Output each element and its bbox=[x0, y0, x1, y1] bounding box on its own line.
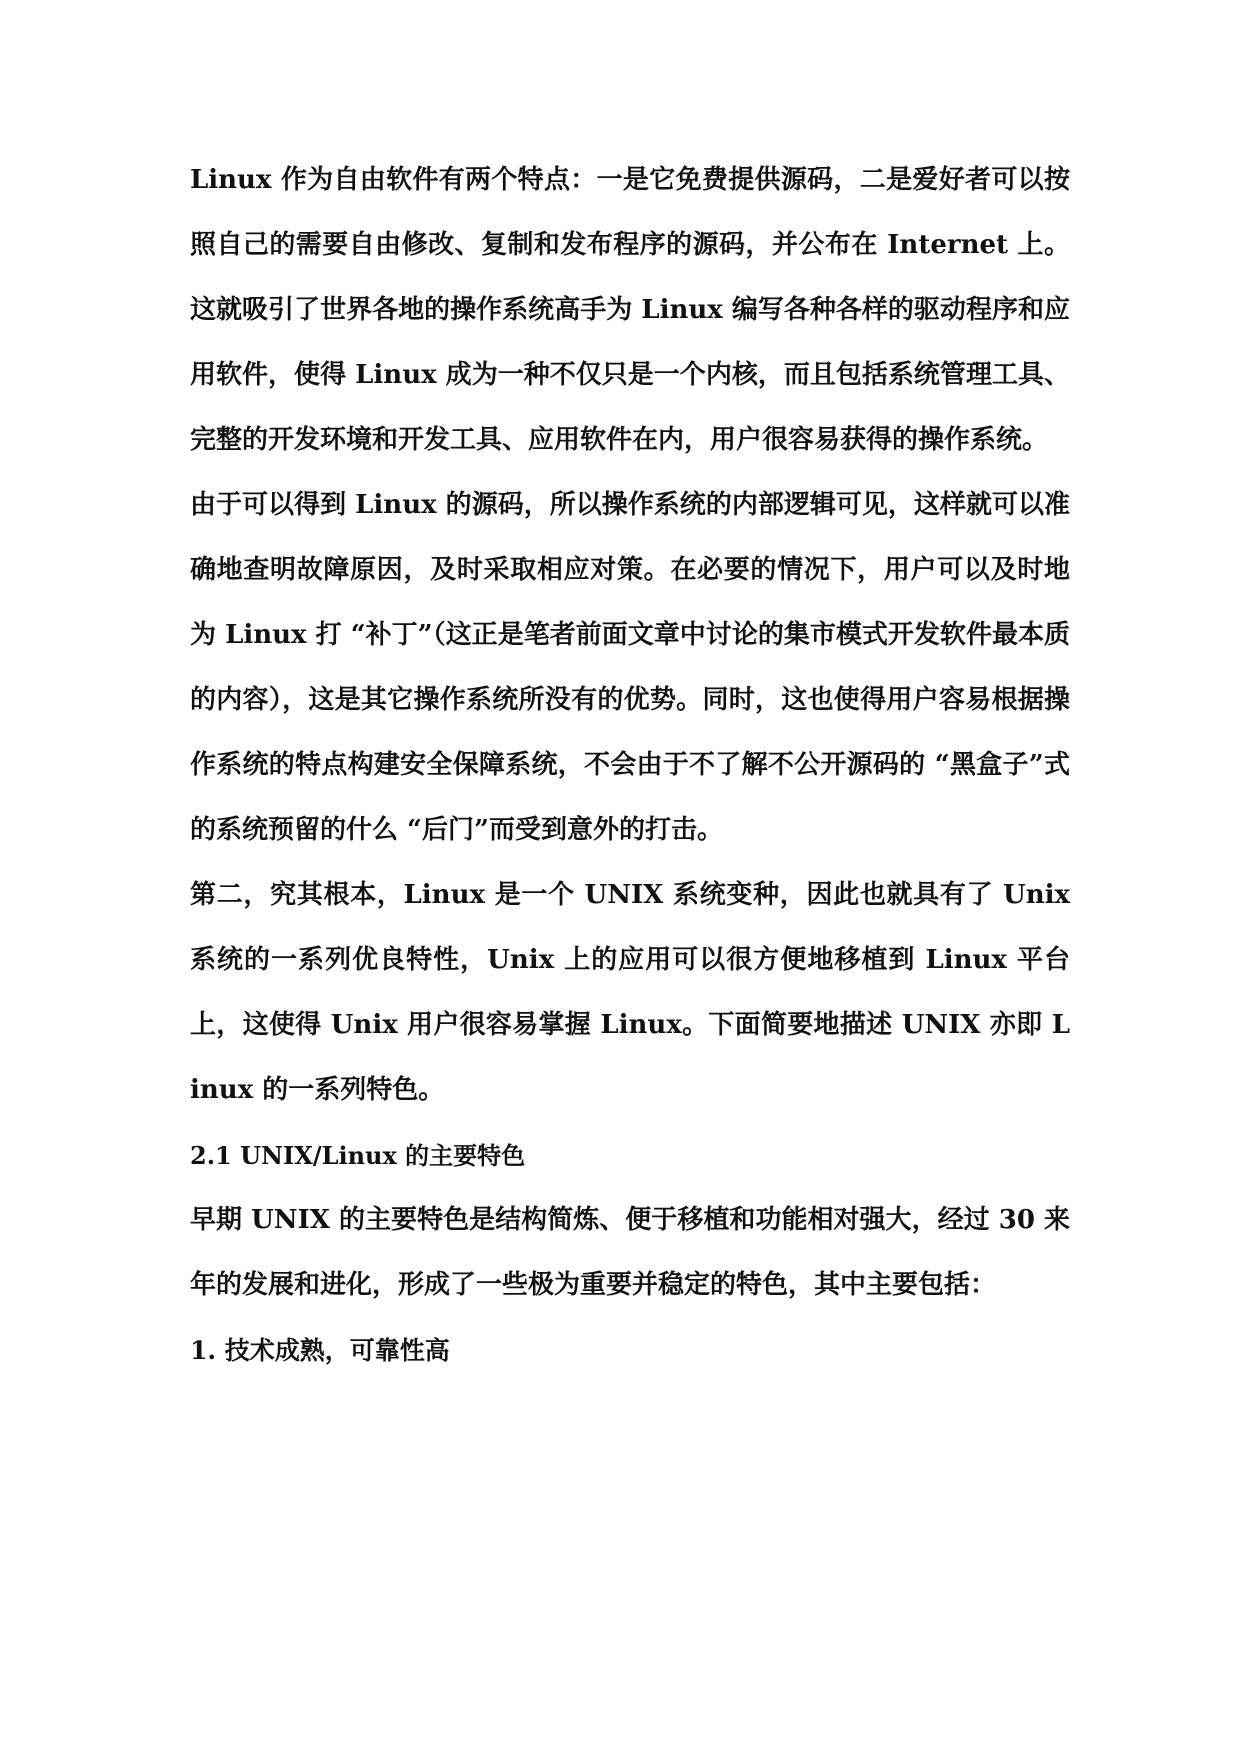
document-body bbox=[190, 148, 1070, 1383]
list-item-1: 1. 技术成熟，可靠性高 bbox=[190, 1336, 450, 1365]
paragraph-linux-source-code: 由于可以得到 Linux 的源码，所以操作系统的内部逻辑可见，这样就可以准确地查明故障原因，及时采取相应对策。在必要的情况下，用户可以及时地为 Linux 打 “补丁”（这正是笔者前面文章中讨论的集市模式开发软件最本质的内容），这是其它操作系统所没有的优势。同时，这也使得用户容易根据操作系统的特点构建安全保障系统，不会由于不了解不公开源码的 “黑盒子”式的系统预留的什么 “后门”而受到意外的打击。 bbox=[190, 490, 1070, 845]
paragraph-linux-unix-variant: 第二，究其根本，Linux 是一个 UNIX 系统变种，因此也就具有了 Unix 系统的一系列优良特性，Unix 上的应用可以很方便地移植到 Linux 平台上，这使得 Unix 用户很容易掌握 Linux。下面简要地描述 UNIX 亦即 Linux 的一系列特色。 bbox=[190, 880, 1070, 1105]
paragraph-linux-free-software: Linux 作为自由软件有两个特点：一是它免费提供源码，二是爱好者可以按照自己的需要自由修改、复制和发布程序的源码，并公布在 Internet 上。这就吸引了世界各地的操作系统高手为 Linux 编写各种各样的驱动程序和应用软件，使得 Linux 成为一种不仅只是一个内核，而且包括系统管理工具、完整的开发环境和开发工具、应用软件在内，用户很容易获得的操作系统。 bbox=[190, 165, 1070, 455]
section-heading: 2.1 UNIX/Linux 的主要特色 bbox=[190, 1141, 526, 1170]
paragraph-unix-features: 早期 UNIX 的主要特色是结构简炼、便于移植和功能相对强大，经过 30 来年的发展和进化，形成了一些极为重要并稳定的特色，其中主要包括： bbox=[190, 1205, 1070, 1300]
